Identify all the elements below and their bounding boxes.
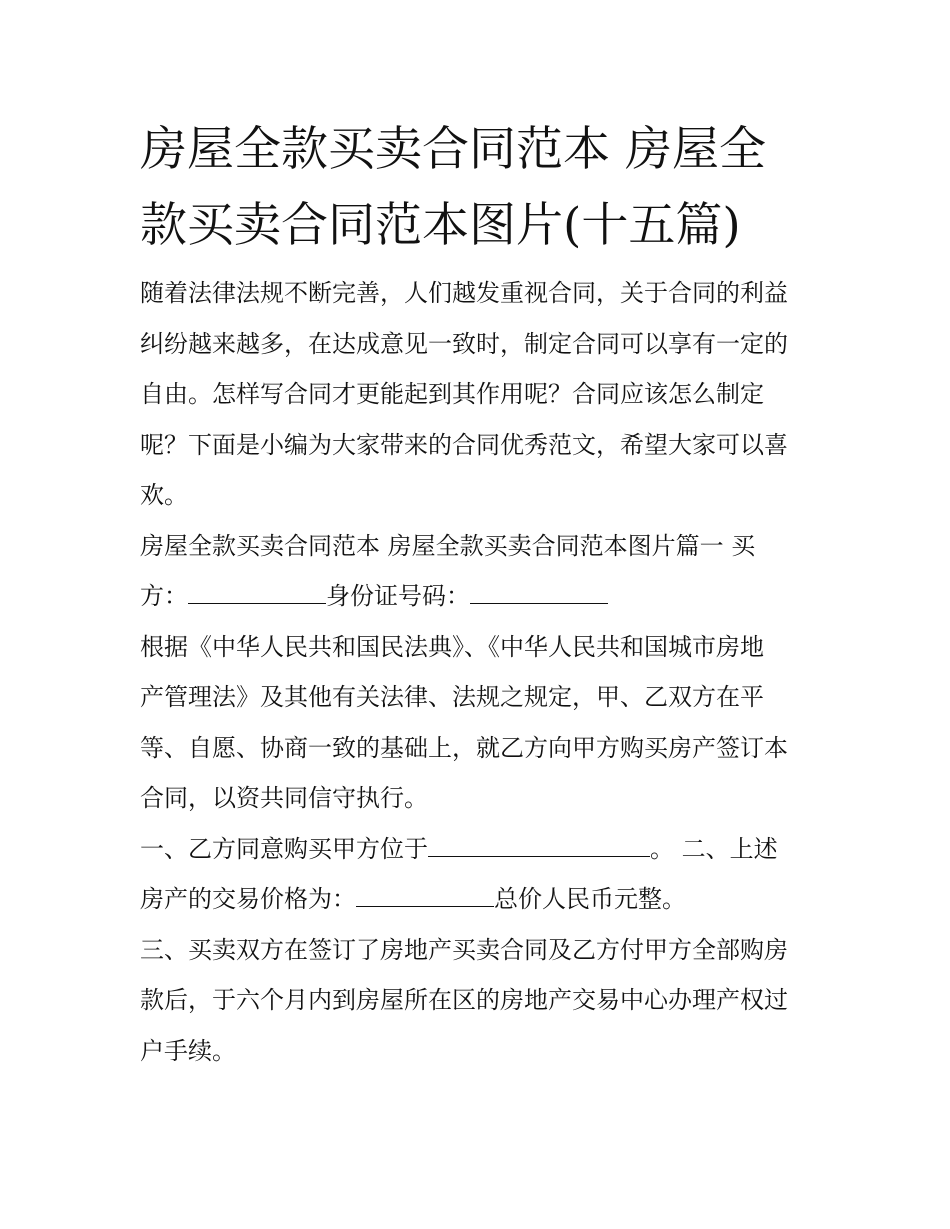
basis-line: 产管理法》及其他有关法律、法规之规定，甲、乙双方在平 (140, 683, 764, 711)
intro-paragraph (140, 268, 816, 521)
document-title (140, 112, 816, 264)
basis-line: 合同，以资共同信守执行。 (140, 784, 428, 812)
id-number-label: 身份证号码： (326, 582, 470, 610)
intro-line: 自由。怎样写合同才更能起到其作用呢？合同应该怎么制定 (140, 380, 764, 408)
buyer-line (140, 571, 816, 622)
clause-2-suffix: 总价人民币元整。 (494, 885, 686, 913)
clause-3-line: 款后，于六个月内到房屋所在区的房地产交易中心办理产权过 (140, 986, 788, 1014)
clause-1-prefix: 一、乙方同意购买甲方位于 (140, 834, 428, 863)
basis-paragraph (140, 622, 816, 824)
basis-line: 等、自愿、协商一致的基础上，就乙方向甲方购买房产签订本 (140, 733, 788, 762)
intro-line: 随着法律法规不断完善，人们越发重视合同，关于合同的利益 (140, 279, 788, 307)
title-line: 房屋全款买卖合同范本 房屋全 (140, 122, 766, 177)
intro-line: 呢？下面是小编为大家带来的合同优秀范文，希望大家可以喜 (140, 430, 788, 459)
basis-line: 根据《中华人民共和国民法典》、《中华人民共和国城市房地 (140, 632, 764, 661)
buyer-label: 方： (140, 582, 188, 610)
price-blank (356, 884, 494, 907)
clause-3-paragraph (140, 925, 816, 1077)
section-heading: 房屋全款买卖合同范本 房屋全款买卖合同范本图片篇一 买 (140, 531, 756, 560)
clause-2-prefix: 房产的交易价格为： (140, 885, 356, 913)
clause-3-line: 户手续。 (140, 1036, 236, 1065)
title-line: 款买卖合同范本图片(十五篇) (140, 198, 741, 253)
intro-line: 欢。 (140, 481, 188, 509)
clause-3-line: 三、买卖双方在签订了房地产买卖合同及乙方付甲方全部购房 (140, 935, 788, 964)
property-location-blank (428, 834, 650, 857)
id-number-blank (470, 581, 608, 604)
clause-1-2-paragraph (140, 824, 816, 925)
buyer-name-blank (188, 581, 326, 604)
clause-2-line (140, 874, 816, 925)
clause-1-suffix: 。 二、上述 (650, 834, 778, 863)
intro-line: 纠纷越来越多，在达成意见一致时，制定合同可以享有一定的 (140, 329, 788, 358)
section-heading-paragraph (140, 521, 816, 622)
clause-1-line (140, 824, 816, 875)
document-page (140, 112, 816, 1076)
